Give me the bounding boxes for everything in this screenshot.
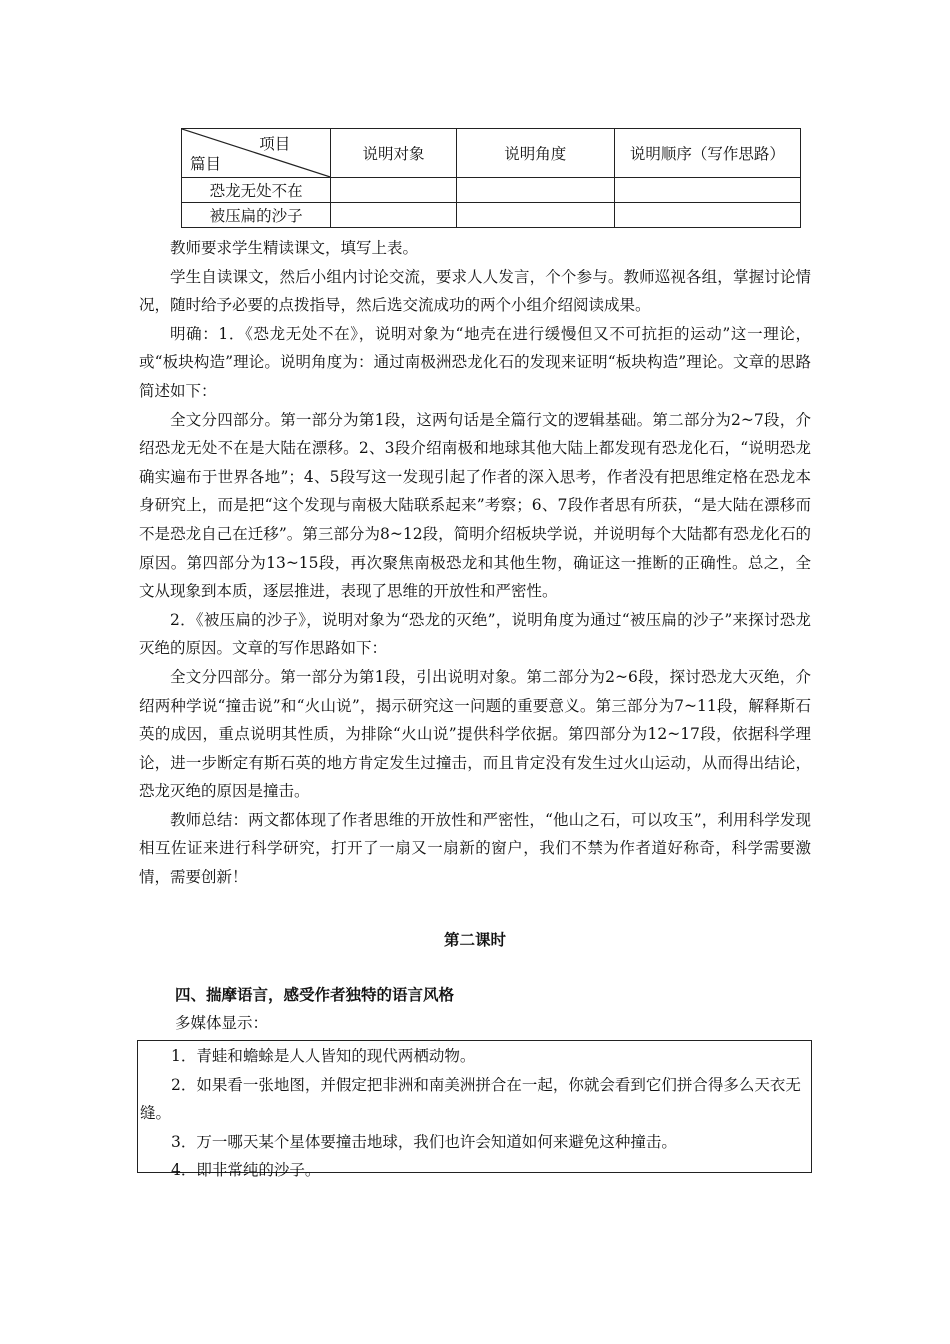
list-item: 2．如果看一张地图，并假定把非洲和南美洲拼合在一起，你就会看到它们拼合得多么天衣无缝。 (140, 1075, 801, 1123)
table-corner-cell (182, 129, 331, 178)
section-heading: 四、揣摩语言，感受作者独特的语言风格 (175, 985, 455, 1004)
reading-table (181, 128, 801, 228)
table-cell (456, 203, 614, 228)
list-item: 3．万一哪天某个星体要撞击地球，我们也许会知道如何来避免这种撞击。 (171, 1132, 677, 1151)
table-cell (331, 178, 456, 203)
body-text (139, 234, 811, 892)
paragraph: 全文分四部分。第一部分为第1段，引出说明对象。第二部分为2~6段，探讨恐龙大灭绝，介绍两种学说“撞击说”和“火山说”，揭示研究这一问题的重要意义。第三部分为7~11段，解释斯石英的成因，重点说明其性质，为排除“火山说”提供科学依据。第四部分为12~17段，依据科学理论，进一步断定有斯石英的地方肯定发生过撞击，而且肯定没有发生过火山运动，从而得出结论，恐龙灭绝的原因是撞击。 (139, 667, 811, 801)
paragraph: 全文分四部分。第一部分为第1段，这两句话是全篇行文的逻辑基础。第二部分为2~7段，介绍恐龙无处不在是大陆在漂移。2、3段介绍南极和地球其他大陆上都发现有恐龙化石，“说明恐龙确实遍布于世界各地”；4、5段写这一发现引起了作者的深入思考，作者没有把思维定格在恐龙本身研究上，而是把“这个发现与南极大陆联系起来”考察；6、7段作者思有所获，“是大陆在漂移而不是恐龙自己在迁移”。第三部分为8~12段，简明介绍板块学说，并说明每个大陆都有恐龙化石的原因。第四部分为13~15段，再次聚焦南极恐龙和其他生物，确证这一推断的正确性。总之，全文从现象到本质，逐层推进，表现了思维的开放性和严密性。 (139, 410, 811, 601)
media-label: 多媒体显示： (175, 1014, 269, 1032)
paragraph: 2．《被压扁的沙子》，说明对象为“恐龙的灭绝”，说明角度为通过“被压扁的沙子”来探讨恐龙灭绝的原因。文章的写作思路如下： (139, 610, 811, 658)
table-row (182, 203, 801, 228)
list-item: 4．即非常纯的沙子。 (171, 1161, 321, 1180)
table-header-cell: 说明顺序（写作思路） (614, 129, 800, 178)
corner-label-article: 篇目 (190, 155, 222, 173)
paragraph: 教师要求学生精读课文，填写上表。 (170, 239, 419, 257)
table-header-cell: 说明对象 (331, 129, 456, 178)
table-row-title: 恐龙无处不在 (182, 178, 331, 203)
lesson-title: 第二课时 (443, 930, 506, 949)
table-row (182, 178, 801, 203)
table-cell (456, 178, 614, 203)
paragraph: 教师总结：两文都体现了作者思维的开放性和严密性，“他山之石，可以攻玉”，利用科学发现相互佐证来进行科学研究，打开了一扇又一扇新的窗户，我们不禁为作者道好称奇，科学需要激情，需要创新！ (139, 810, 811, 887)
example-sentences-box (137, 1040, 812, 1180)
table-header-row (182, 129, 801, 178)
paragraph: 学生自读课文，然后小组内讨论交流，要求人人发言，个个参与。教师巡视各组，掌握讨论情况，随时给予必要的点拨指导，然后选交流成功的两个小组介绍阅读成果。 (139, 267, 811, 315)
table-cell (614, 203, 800, 228)
table-cell (614, 178, 800, 203)
table-cell (331, 203, 456, 228)
table-row-title: 被压扁的沙子 (182, 203, 331, 228)
list-item: 1．青蛙和蟾蜍是人人皆知的现代两栖动物。 (171, 1047, 476, 1065)
paragraph: 明确：1．《恐龙无处不在》，说明对象为“地壳在进行缓慢但又不可抗拒的运动”这一理论，或“板块构造”理论。说明角度为：通过南极洲恐龙化石的发现来证明“板块构造”理论。文章的思路简述如下： (139, 324, 811, 400)
table-header-cell: 说明角度 (456, 129, 614, 178)
corner-label-item: 项目 (259, 135, 291, 153)
